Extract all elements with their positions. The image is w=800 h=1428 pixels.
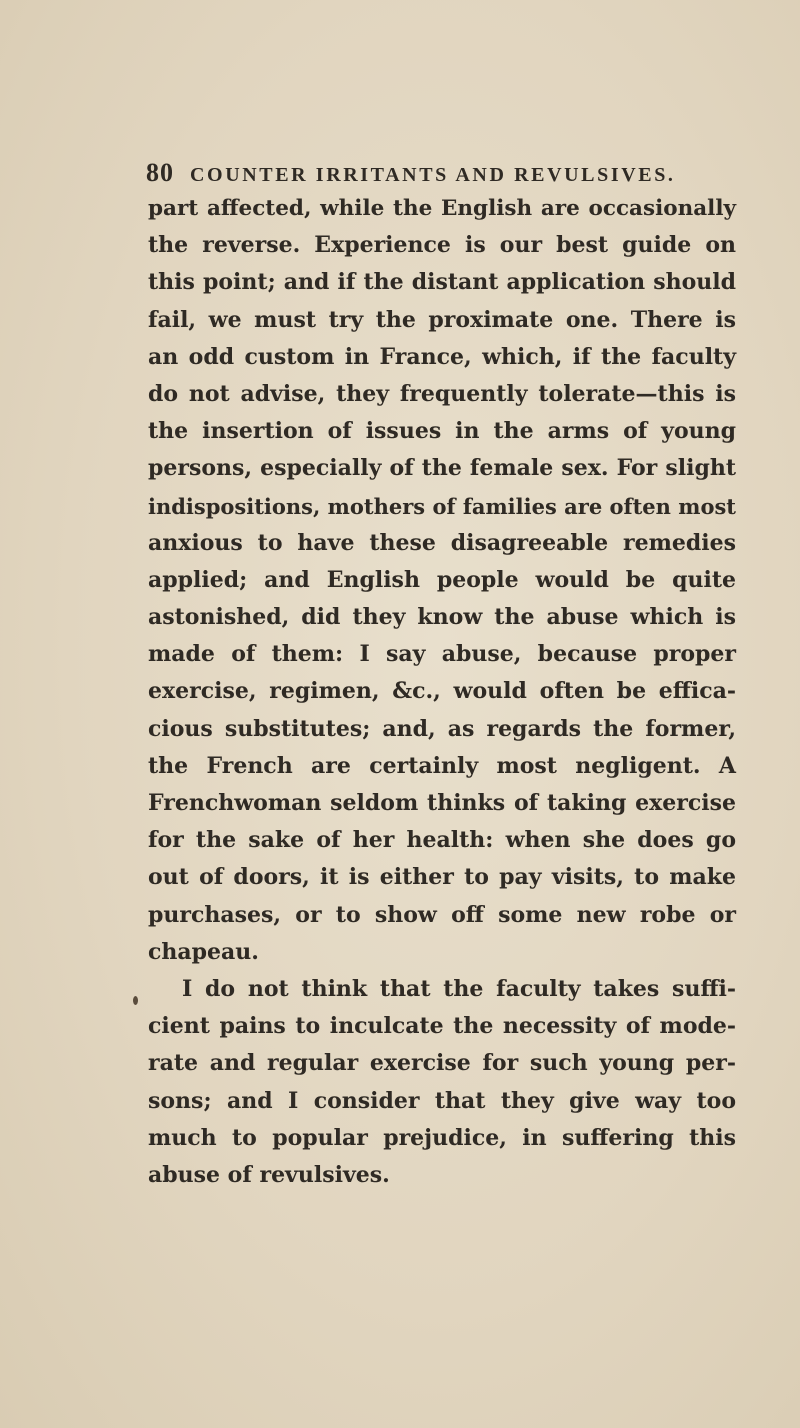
text-line: indispositions, mothers of families are often most xyxy=(148,493,736,519)
text-line: for the sake of her health: when she does go xyxy=(148,827,736,854)
body-text xyxy=(148,190,736,1194)
text-line: Frenchwoman seldom thinks of taking exercise xyxy=(148,790,736,816)
text-line: abuse of revulsives. xyxy=(148,1161,390,1188)
text-line: applied; and English people would be quite xyxy=(148,566,736,593)
text-line: persons, especially of the female sex. For slight xyxy=(148,455,736,482)
running-head: COUNTER IRRITANTS AND REVULSIVES. xyxy=(190,164,676,186)
text-line: exercise, regimen, &c., would often be effica- xyxy=(148,678,736,705)
text-line: anxious to have these disagreeable remedies xyxy=(148,529,736,556)
text-line: purchases, or to show off some new robe or xyxy=(148,901,736,928)
paragraph-1 xyxy=(148,190,736,971)
text-line: do not advise, they frequently tolerate—this is xyxy=(148,380,736,407)
page-number: 80 xyxy=(146,158,174,187)
text-line: this point; and if the distant application should xyxy=(148,269,736,296)
text-line: cious substitutes; and, as regards the former, xyxy=(148,715,736,742)
text-line: the insertion of issues in the arms of young xyxy=(148,418,736,445)
text-line: part affected, while the English are occasionally xyxy=(148,196,736,221)
text-line: made of them: I say abuse, because proper xyxy=(148,641,736,668)
text-line: out of doors, it is either to pay visits, to make xyxy=(148,864,736,891)
text-line: I do not think that the faculty takes suffi- xyxy=(182,975,736,1002)
ink-speck xyxy=(133,996,138,1005)
text-line: the French are certainly most negligent. A xyxy=(148,752,736,779)
text-line: astonished, did they know the abuse which is xyxy=(148,604,736,631)
text-line: rate and regular exercise for such young per- xyxy=(148,1050,736,1077)
text-line: sons; and I consider that they give way too xyxy=(148,1087,736,1114)
text-line: the reverse. Experience is our best guide on xyxy=(148,232,736,259)
text-line: much to popular prejudice, in suffering this xyxy=(148,1124,736,1151)
text-line: an odd custom in France, which, if the faculty xyxy=(148,343,736,370)
text-line: chapeau. xyxy=(148,938,259,965)
paragraph-2 xyxy=(148,971,736,1194)
text-line: fail, we must try the proximate one. There is xyxy=(148,306,736,333)
text-line: cient pains to inculcate the necessity of mode- xyxy=(148,1013,736,1040)
